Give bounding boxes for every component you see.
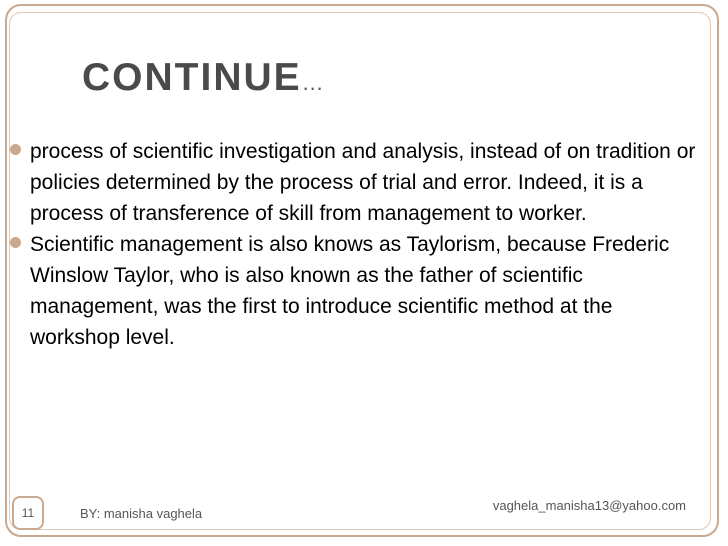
slide-title-text: CONTINUE <box>82 56 302 99</box>
footer-email: vaghela_manisha13@yahoo.com <box>492 498 686 513</box>
bullet-item <box>10 136 700 229</box>
bullet-item <box>10 229 700 353</box>
bullet-text: Scientific management is also knows as Taylorism, because Frederic Winslow Taylor, who is also known as the father of scientific management, was the first to introduce scientific method at the workshop level. <box>30 233 670 349</box>
slide-title-ellipsis: … <box>301 70 325 95</box>
footer-author: BY: manisha vaghela <box>80 506 203 521</box>
bullet-dot-icon <box>10 237 21 248</box>
slide-title <box>82 56 325 100</box>
page-number: 11 <box>12 496 44 530</box>
bullet-dot-icon <box>10 144 21 155</box>
bullet-text: process of scientific investigation and analysis, instead of on tradition or policies determined by the process of trial and error. Indeed, it is a process of transference of skill from management to worker. <box>30 140 696 225</box>
bullet-list <box>10 136 700 353</box>
